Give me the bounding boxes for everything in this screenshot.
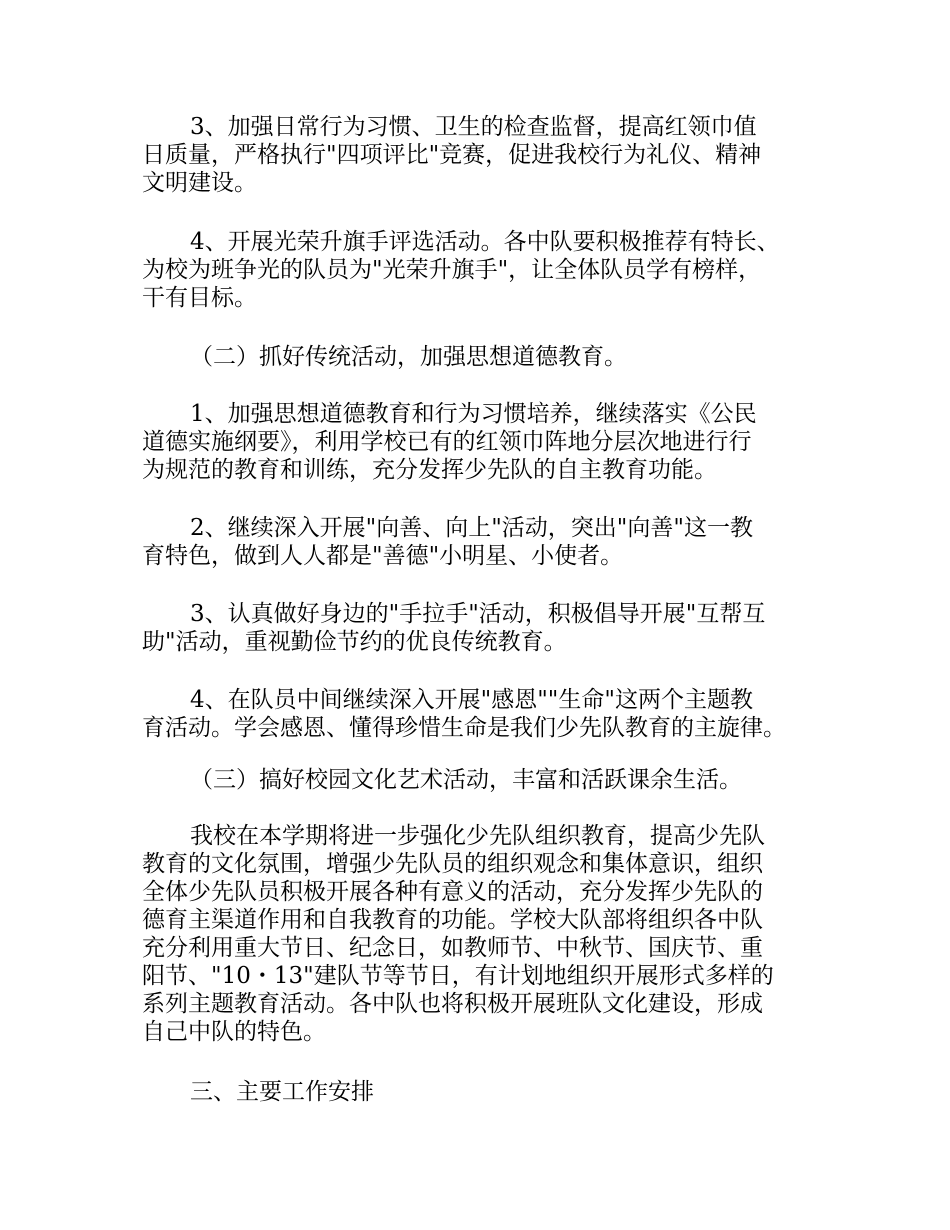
text-line: 自己中队的特色。	[142, 1019, 326, 1045]
paragraph-gratitude-life	[142, 686, 832, 742]
text-line: 干有目标。	[142, 285, 257, 311]
text-line: 1、加强思想道德教育和行为习惯培养，继续落实《公民	[190, 401, 757, 427]
text-line: 育特色，做到人人都是"善德"小明星、小使者。	[142, 543, 624, 569]
text-line: 2、继续深入开展"向善、向上"活动，突出"向善"这一教	[190, 515, 753, 541]
text-line: 为校为班争光的队员为"光荣升旗手"，让全体队员学有榜样，	[142, 257, 762, 283]
text-line: 为规范的教育和训练，充分发挥少先队的自主教育功能。	[142, 457, 717, 483]
paragraph-flag-raiser-selection	[142, 228, 832, 312]
text-line: 我校在本学期将进一步强化少先队组织教育，提高少先队	[190, 823, 765, 849]
paragraph-goodness-activity	[142, 514, 832, 570]
text-line: 3、加强日常行为习惯、卫生的检查监督，提高红领巾值	[190, 114, 757, 140]
paragraph-hand-in-hand	[142, 600, 832, 656]
text-line: （三）搞好校园文化艺术活动，丰富和活跃课余生活。	[190, 767, 742, 793]
section-heading-work-arrangement	[142, 1078, 832, 1106]
text-line: 4、开展光荣升旗手评选活动。各中队要积极推荐有特长、	[190, 229, 780, 255]
text-line: 道德实施纲要》，利用学校已有的红领巾阵地分层次地进行行	[142, 429, 752, 455]
text-line: 充分利用重大节日、纪念日，如教师节、中秋节、国庆节、重	[142, 935, 763, 961]
paragraph-moral-education	[142, 400, 832, 484]
text-line: 文明建设。	[142, 170, 257, 196]
text-line: 教育的文化氛围，增强少先队员的组织观念和集体意识，组织	[142, 851, 763, 877]
text-line: 助"活动，重视勤俭节约的优良传统教育。	[142, 629, 567, 655]
text-line: 三、主要工作安排	[190, 1079, 374, 1105]
text-line: 全体少先队员积极开展各种有意义的活动，充分发挥少先队的	[142, 879, 763, 905]
text-line: 系列主题教育活动。各中队也将积极开展班队文化建设，形成	[142, 991, 763, 1017]
text-line: 育活动。学会感恩、懂得珍惜生命是我们少先队教育的主旋律。	[142, 715, 786, 741]
text-line: 日质量，严格执行"四项评比"竞赛，促进我校行为礼仪、精神	[142, 142, 762, 168]
section-heading-campus-culture	[142, 766, 832, 794]
text-line: 4、在队员中间继续深入开展"感恩""生命"这两个主题教	[190, 687, 753, 713]
text-line: 阳节、"10・13"建队节等节日，有计划地组织开展形式多样的	[142, 963, 774, 989]
text-line: （二）抓好传统活动，加强思想道德教育。	[190, 344, 627, 370]
section-heading-traditional-activities	[142, 343, 832, 371]
text-line: 3、认真做好身边的"手拉手"活动，积极倡导开展"互帮互	[190, 601, 766, 627]
paragraph-behavior-supervision	[142, 113, 832, 197]
paragraph-pioneer-organization	[142, 822, 832, 1046]
text-line: 德育主渠道作用和自我教育的功能。学校大队部将组织各中队	[142, 907, 763, 933]
